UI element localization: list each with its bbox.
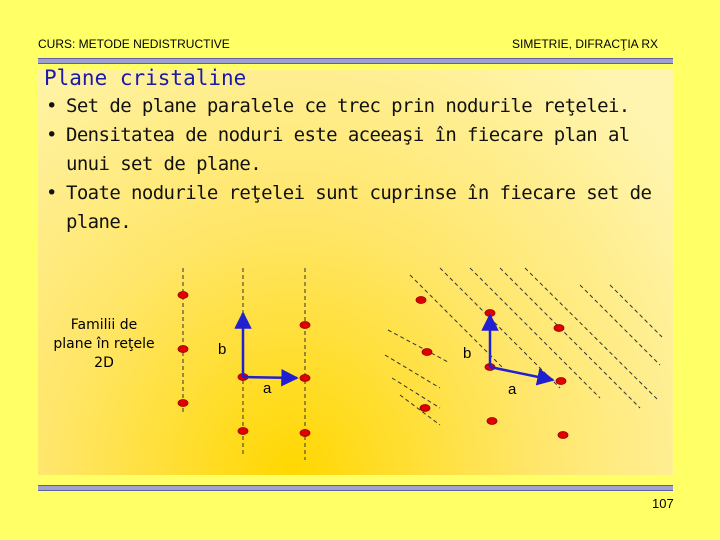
page-number: 107 bbox=[652, 496, 674, 511]
bullet-item: • Densitatea de noduri este aceeaşi în fiecare plan al unui set de plane. bbox=[44, 121, 674, 179]
lattice-node bbox=[487, 418, 497, 425]
vector-a bbox=[490, 367, 553, 380]
vector-b-label: b bbox=[463, 345, 472, 362]
plane-line bbox=[385, 355, 440, 388]
plane-line bbox=[392, 378, 440, 408]
plane-line bbox=[610, 285, 662, 337]
lattice-node bbox=[300, 375, 310, 382]
lattice-node bbox=[178, 292, 188, 299]
lattice-node bbox=[300, 322, 310, 329]
right-lattice-vectors bbox=[490, 315, 553, 380]
lattice-node bbox=[420, 405, 430, 412]
lattice-node bbox=[554, 325, 564, 332]
slide-title: Plane cristaline bbox=[44, 66, 247, 90]
lattice-node bbox=[178, 346, 188, 353]
lattice-node bbox=[556, 378, 566, 385]
plane-line bbox=[388, 330, 448, 362]
header-course: CURS: METODE NEDISTRUCTIVE bbox=[38, 37, 230, 51]
vector-a-label: a bbox=[508, 381, 517, 398]
vector-b-label: b bbox=[218, 341, 227, 358]
lattice-node bbox=[238, 428, 248, 435]
plane-line bbox=[525, 268, 658, 400]
header-topic: SIMETRIE, DIFRACŢIA RX bbox=[511, 37, 658, 51]
bottom-divider bbox=[38, 485, 673, 491]
plane-line bbox=[500, 268, 640, 408]
bullet-item: • Set de plane paralele ce trec prin nodurile reţelei. bbox=[44, 92, 674, 121]
lattice-node bbox=[178, 400, 188, 407]
plane-line bbox=[580, 285, 660, 365]
lattice-node bbox=[300, 430, 310, 437]
vector-a bbox=[243, 377, 297, 378]
right-lattice-planes bbox=[385, 268, 662, 425]
diagram-caption: Familii de plane în reţele 2D bbox=[53, 317, 155, 371]
plane-line bbox=[400, 395, 440, 425]
left-lattice-vectors bbox=[243, 313, 297, 378]
bullet-item: • Toate nodurile reţelei sunt cuprinse în fiecare set de plane. bbox=[44, 179, 674, 237]
lattice-node bbox=[558, 432, 568, 439]
lattice-node bbox=[422, 349, 432, 356]
lattice-node bbox=[416, 297, 426, 304]
vector-a-label: a bbox=[263, 380, 272, 397]
